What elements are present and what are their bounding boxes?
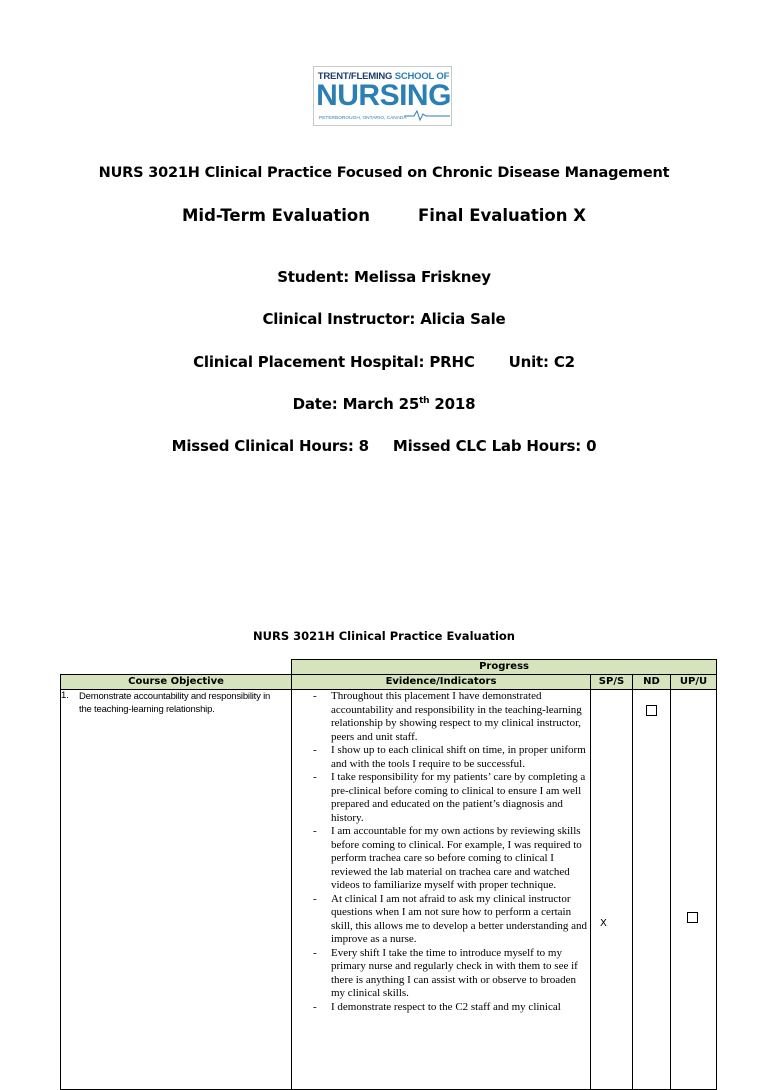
column-header-nd: ND — [633, 675, 671, 690]
evidence-item: - I demonstrate respect to the C2 staff and my clinical — [313, 1000, 561, 1013]
evidence-item: - Throughout this placement I have demonstrated accountability and responsibility in the teaching-learning relationship by showing respect to my clinical instructor, peers and unit staff. — [313, 690, 582, 743]
objective-number: 1. — [61, 690, 69, 701]
course-title: NURS 3021H Clinical Practice Focused on Chronic Disease Management — [98, 165, 670, 181]
evaluation-table — [60, 659, 717, 1090]
course-objective-cell — [61, 690, 292, 1090]
nd-checkbox[interactable] — [646, 705, 657, 716]
column-header-course-objective: Course Objective — [61, 675, 292, 690]
final-evaluation-label: Final Evaluation X — [417, 206, 586, 225]
nd-cell — [633, 690, 671, 1090]
logo-wordmark: NURSING — [316, 79, 451, 112]
evidence-item: - At clinical I am not afraid to ask my clinical instructor questions when I am not sure how to perform a certain skill, this allows me to develop a better understanding and improve as a nurse. — [313, 892, 588, 945]
sp-s-cell — [591, 690, 633, 1090]
school-logo — [313, 66, 452, 126]
placement-hospital: Clinical Placement Hospital: PRHC — [193, 353, 475, 371]
sp-s-mark: X — [600, 918, 607, 929]
evidence-item: - I am accountable for my own actions by reviewing skills before coming to clinical. For example, I was required to perform trachea care so before coming to clinical I reviewed the lab material on trachea care and watched videos to familiarize myself with proper technique. — [313, 825, 582, 891]
evaluation-date: Date: March 25th 2018 — [292, 395, 476, 413]
midterm-evaluation-label: Mid-Term Evaluation — [182, 206, 370, 225]
column-header-evidence: Evidence/Indicators — [292, 675, 591, 690]
missed-clinical-hours: Missed Clinical Hours: 8 — [171, 437, 369, 455]
placement-unit: Unit: C2 — [508, 353, 575, 371]
evidence-item: - I take responsibility for my patients’ care by completing a pre-clinical before coming to clinical to ensure I am well prepared and educated on the patient’s diagnosis and history. — [313, 771, 586, 824]
evidence-cell — [292, 690, 591, 1090]
student-name: Student: Melissa Friskney — [277, 268, 491, 286]
evaluation-type — [0, 206, 768, 225]
progress-header: Progress — [292, 660, 717, 675]
column-header-up-u: UP/U — [671, 675, 717, 690]
missed-hours — [0, 437, 768, 455]
evidence-item: - Every shift I take the time to introduce myself to my primary nurse and regularly check in with them to see if there is anything I can assist with or observe to broaden my clinical skills. — [313, 946, 578, 999]
missed-lab-hours: Missed CLC Lab Hours: 0 — [392, 437, 597, 455]
objective-text: Demonstrate accountability and responsibility in the teaching-learning relationship. — [79, 691, 271, 715]
logo-line-1: TRENT/FLEMING SCHOOL OF — [317, 71, 450, 82]
column-header-sp-s: SP/S — [591, 675, 633, 690]
evidence-item: - I show up to each clinical shift on time, in proper uniform and with the tools I require to be successful. — [313, 744, 586, 770]
evaluation-table-title: NURS 3021H Clinical Practice Evaluation — [253, 629, 515, 643]
logo-location: PETERBOROUGH, ONTARIO, CANADA — [319, 116, 407, 121]
up-u-checkbox[interactable] — [687, 912, 698, 923]
table-row — [61, 690, 717, 1090]
clinical-instructor: Clinical Instructor: Alicia Sale — [262, 310, 506, 328]
up-u-cell — [671, 690, 717, 1090]
placement-info — [0, 353, 768, 371]
